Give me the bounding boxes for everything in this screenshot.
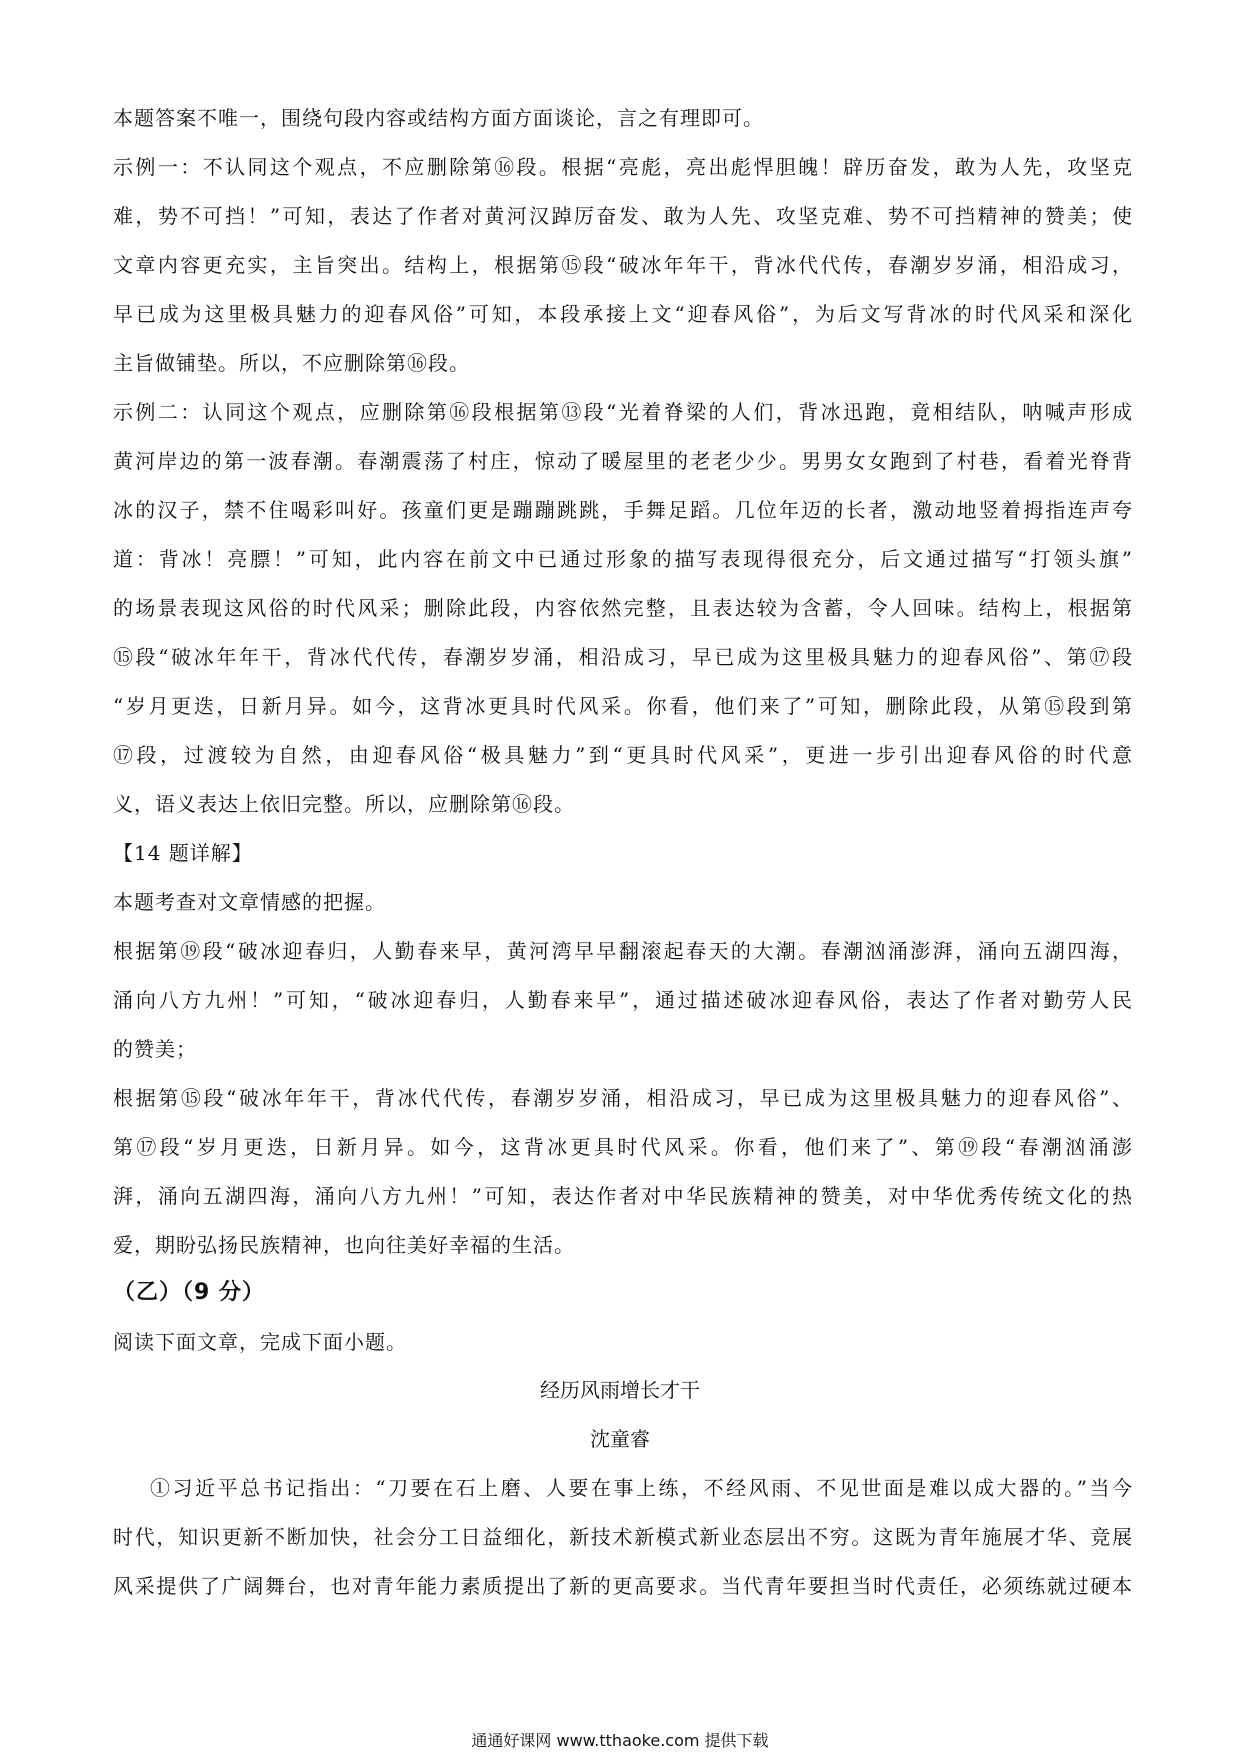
analysis-line: “岁月更迭，日新月异。如今，这背冰更具时代风采。你看，他们来了”可知，删除此段，从第⑮段到第 (113, 694, 1133, 718)
analysis-line: 根据第⑲段“破冰迎春归，人勤春来早，黄河湾早早翻滚起春天的大潮。春潮汹涌澎湃，涌向五湖四海， (113, 939, 1133, 963)
analysis-line: 本题考查对文章情感的把握。 (113, 890, 386, 914)
analysis-line: 的场景表现这风俗的时代风采；删除此段，内容依然完整，且表达较为含蓄，令人回味。结构上，根据第 (113, 596, 1133, 620)
analysis-line: 爱，期盼弘扬民族精神，也向往美好幸福的生活。 (113, 1233, 575, 1257)
footer-watermark: 通通好课网 www.tthaoke.com 提供下载 (471, 1731, 769, 1750)
analysis-line: 道：背冰！亮膘！”可知，此内容在前文中已通过形象的描写表现得很充分，后文通过描写“打领头旗” (113, 547, 1133, 571)
analysis-line: 根据第⑮段“破冰年年干，背冰代代传，春潮岁岁涌，相沿成习，早已成为这里极具魅力的迎春风俗”、 (113, 1086, 1133, 1110)
analysis-line: 主旨做铺垫。所以，不应删除第⑯段。 (113, 351, 470, 375)
section-instruction: 阅读下面文章，完成下面小题。 (113, 1330, 407, 1354)
analysis-line: ⑰段，过渡较为自然，由迎春风俗“极具魅力”到“更具时代风采”，更进一步引出迎春风俗的时代意 (113, 743, 1133, 767)
analysis-line: 本题答案不唯一，围绕句段内容或结构方面方面谈论，言之有理即可。 (113, 106, 764, 130)
analysis-line: 示例二：认同这个观点，应删除第⑯段根据第⑬段“光着脊梁的人们，背冰迅跑，竟相结队，呐喊声形成 (113, 400, 1133, 424)
analysis-line: ⑮段“破冰年年干，背冰代代传，春潮岁岁涌，相沿成习，早已成为这里极具魅力的迎春风俗”、第⑰段 (113, 645, 1133, 669)
analysis-line: 难，势不可挡！”可知，表达了作者对黄河汉踔厉奋发、敢为人先、攻坚克难、势不可挡精神的赞美；使 (113, 204, 1133, 228)
article-paragraph-line: ①习近平总书记指出：“刀要在石上磨、人要在事上练，不经风雨、不见世面是难以成大器的。”当今 (150, 1476, 1133, 1500)
analysis-line: 涌向八方九州！”可知，“破冰迎春归，人勤春来早”，通过描述破冰迎春风俗，表达了作者对勤劳人民 (113, 988, 1133, 1012)
article-author: 沈童睿 (590, 1427, 650, 1451)
analysis-line: 早已成为这里极具魅力的迎春风俗”可知，本段承接上文“迎春风俗”，为后文写背冰的时代风采和深化 (113, 302, 1133, 326)
analysis-line: 示例一：不认同这个观点，不应删除第⑯段。根据“亮彪，亮出彪悍胆魄！辟历奋发，敢为人先，攻坚克 (113, 155, 1133, 179)
question-detail-heading: 【14 题详解】 (113, 841, 253, 865)
analysis-line: 冰的汉子，禁不住喝彩叫好。孩童们更是蹦蹦跳跳，手舞足蹈。几位年迈的长者，激动地竖着拇指连声夸 (113, 498, 1133, 522)
analysis-line: 黄河岸边的第一波春潮。春潮震荡了村庄，惊动了暖屋里的老老少少。男男女女跑到了村巷，看着光脊背 (113, 449, 1133, 473)
analysis-line: 湃，涌向五湖四海，涌向八方九州！”可知，表达作者对中华民族精神的赞美，对中华优秀传统文化的热 (113, 1184, 1133, 1208)
analysis-line: 的赞美； (113, 1037, 197, 1061)
article-title: 经历风雨增长才干 (540, 1378, 700, 1402)
analysis-line: 文章内容更充实，主旨突出。结构上，根据第⑮段“破冰年年干，背冰代代传，春潮岁岁涌，相沿成习， (113, 253, 1133, 277)
section-heading: （乙）（9 分） (113, 1280, 265, 1305)
article-paragraph-line: 风采提供了广阔舞台，也对青年能力素质提出了新的更高要求。当代青年要担当时代责任，必须练就过硬本 (113, 1574, 1133, 1598)
article-paragraph-line: 时代，知识更新不断加快，社会分工日益细化，新技术新模式新业态层出不穷。这既为青年施展才华、竞展 (113, 1525, 1133, 1549)
analysis-line: 第⑰段“岁月更迭，日新月异。如今，这背冰更具时代风采。你看，他们来了”、第⑲段“春潮汹涌澎 (113, 1135, 1133, 1159)
analysis-line: 义，语义表达上依旧完整。所以，应删除第⑯段。 (113, 792, 575, 816)
